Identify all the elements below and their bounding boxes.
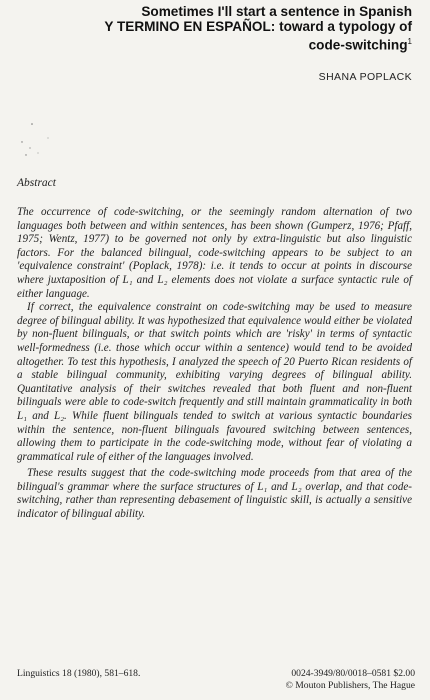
title-line-2: Y TERMINO EN ESPAÑOL: toward a typology of bbox=[104, 19, 412, 34]
abstract-paragraph-3: These results suggest that the code-switching mode proceeds from that area of the bilingual's grammar where the surface structures of L₁ and L₂ overlap, and that code-switching, rather than representing debasement of linguistic skill, is actually a sensitive indicator of bilingual ability. bbox=[17, 467, 412, 521]
title-line-1: Sometimes I'll start a sentence in Spanish bbox=[141, 4, 412, 19]
author-name: SHANA POPLACK bbox=[318, 71, 412, 83]
scan-specks bbox=[18, 120, 78, 180]
issn-price-code: 0024-3949/80/0018–0581 $2.00 bbox=[291, 668, 415, 679]
publisher-copyright: © Mouton Publishers, The Hague bbox=[285, 680, 415, 691]
title-footnote-mark: 1 bbox=[407, 37, 412, 46]
journal-citation: Linguistics 18 (1980), 581–618. bbox=[17, 668, 141, 679]
abstract-heading: Abstract bbox=[17, 177, 56, 189]
article-title bbox=[12, 4, 412, 53]
abstract-body bbox=[17, 206, 412, 522]
title-line-3-text: code-switching bbox=[308, 37, 408, 53]
title-line-3 bbox=[12, 34, 412, 53]
abstract-paragraph-2: If correct, the equivalence constraint on code-switching may be used to measure degree of bilingual ability. It was hypothesized that equivalence would either be violated by non-fluent bilinguals, or that switch points which are 'risky' in terms of syntactic well-formedness (i.e. those which occur within a sentence) would tend to be avoided altogether. To test this hypothesis, I analyzed the speech of 20 Puerto Rican residents of a stable bilingual community, exhibiting varying degrees of bilingual ability. Quantitative analysis of their switches revealed that both fluent and non-fluent bilinguals were able to code-switch frequently and still maintain grammaticality in both L₁ and L₂. While fluent bilinguals tended to switch at various syntactic boundaries within the sentence, non-fluent bilinguals favoured switching between sentences, allowing them to participate in the code-switching mode, without fear of violating a grammatical rule of either of the languages involved. bbox=[17, 301, 412, 463]
publication-info bbox=[286, 668, 415, 692]
abstract-paragraph-1: The occurrence of code-switching, or the seemingly random alternation of two languages both between and within sentences, has been shown (Gumperz, 1976; Pfaff, 1975; Wentz, 1977) to be governed not only by extra-linguistic but also linguistic factors. For the balanced bilingual, code-switching appears to be subject to an 'equivalence constraint' (Poplack, 1978): i.e. it tends to occur at points in discourse where juxtaposition of L₁ and L₂ elements does not violate a surface syntactic rule of either language. bbox=[17, 206, 412, 300]
